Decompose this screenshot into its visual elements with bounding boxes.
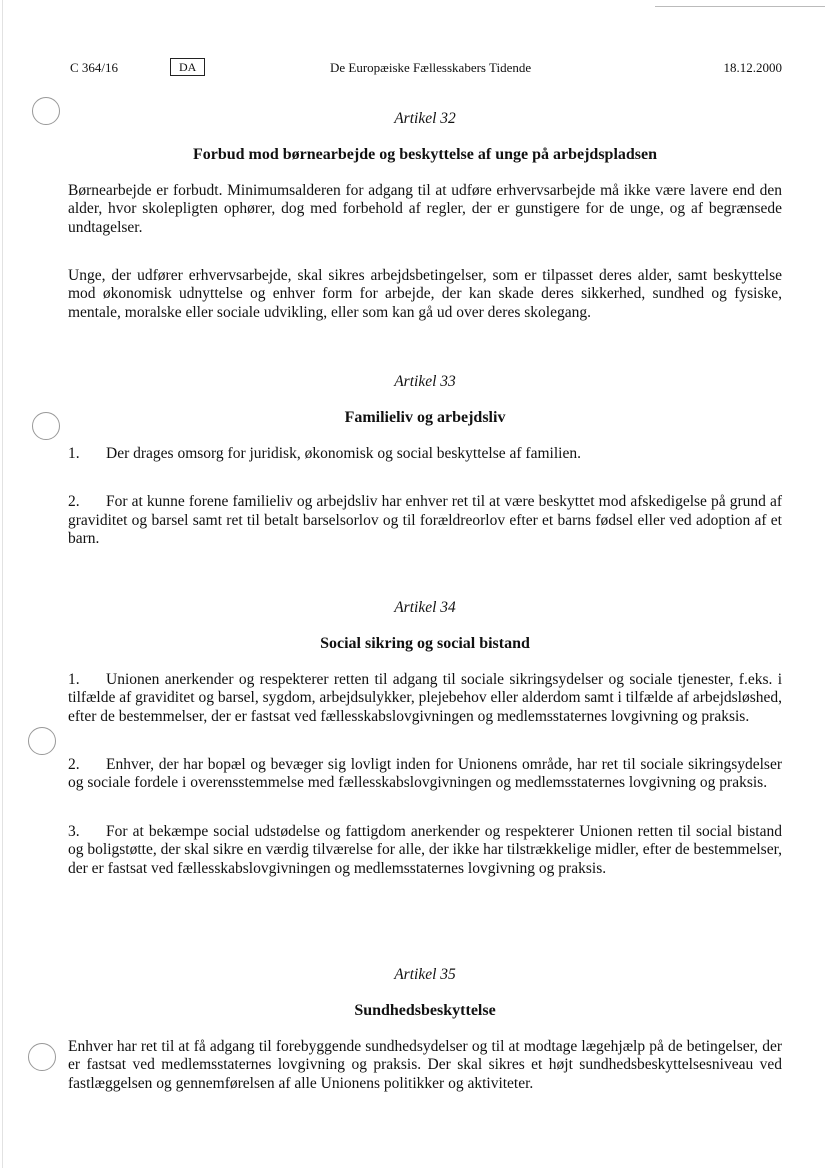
article-title: Forbud mod børnearbejde og beskyttelse af unge på arbejdspladsen — [192, 146, 658, 164]
article-35 — [68, 966, 782, 1093]
paragraph: Unge, der udfører erhvervsarbejde, skal sikres arbejdsbetingelser, som er tilpasset deres alder, samt beskyttelse mod økonomisk udnyttelse og enhver form for arbejde, der kan skade deres sikkerhed, sundhed og fysiske, mentale, moralske eller sociale udvikling, eller som kan gå ud over deres skolegang. — [68, 267, 782, 321]
punch-hole — [32, 97, 60, 125]
paragraph-number: 2. — [68, 756, 80, 774]
top-rule — [655, 6, 825, 7]
paragraph-number: 1. — [68, 444, 80, 462]
article-number: Artikel 34 — [394, 599, 456, 616]
journal-reference: C 364/16 — [70, 60, 119, 75]
page-header — [70, 58, 782, 78]
binder-edge — [2, 0, 3, 1168]
punch-hole — [28, 727, 56, 755]
numbered-paragraph — [68, 493, 782, 548]
article-title: Sundhedsbeskyttelse — [354, 1002, 496, 1020]
article-32 — [68, 110, 782, 322]
numbered-paragraph — [68, 445, 782, 463]
paragraph-number: 1. — [68, 670, 80, 688]
paragraph-text: For at bekæmpe social udstødelse og fattigdom anerkender og respekterer Unionen retten til social bistand og boligstøtte, der skal sikre en værdig tilværelse for alle, der ikke har tilstrækkelige midler, efter de bestemmelser, der er fastsat ved fællesskabslovgivningen og medlemsstaternes lovgivning og praksis. — [68, 822, 782, 877]
paragraph-text: Der drages omsorg for juridisk, økonomisk og social beskyttelse af familien. — [106, 444, 581, 462]
language-badge: DA — [170, 58, 205, 76]
article-number: Artikel 32 — [394, 110, 456, 127]
article-title: Social sikring og social bistand — [320, 635, 530, 653]
article-number: Artikel 35 — [394, 966, 456, 983]
paragraph-number: 3. — [68, 822, 80, 840]
article-34 — [68, 599, 782, 878]
paragraph-text: Unionen anerkender og respekterer retten til adgang til sociale sikringsydelser og sociale tjenester, f.eks. i tilfælde af graviditet og barsel, sygdom, arbejdsulykker, plejebehov eller alderdom samt i tilfælde af arbejdsløshed, efter de bestemmelser, der er fastsat ved fællesskabslovgivningen og medlemsstaternes lovgivning og praksis. — [68, 670, 782, 725]
numbered-paragraph — [68, 671, 782, 726]
punch-hole — [32, 412, 60, 440]
article-number: Artikel 33 — [394, 373, 456, 390]
numbered-paragraph — [68, 823, 782, 878]
paragraph-text: For at kunne forene familieliv og arbejdsliv har enhver ret til at være beskyttet mod afskedigelse på grund af graviditet og barsel samt ret til betalt barselsorlov og til forældreorlov efter et barns fødsel eller ved adoption af et barn. — [68, 493, 782, 548]
paragraph-number: 2. — [68, 493, 80, 511]
journal-title: De Europæiske Fællesskabers Tidende — [330, 60, 532, 75]
numbered-paragraph — [68, 756, 782, 793]
publication-date: 18.12.2000 — [723, 60, 782, 75]
article-33 — [68, 373, 782, 548]
paragraph-text: Enhver, der har bopæl og bevæger sig lovligt inden for Unionens område, har ret til sociale sikringsydelser og sociale fordele i overensstemmelse med fællesskabslovgivningen og medlemsstaternes lovgivning og praksis. — [68, 756, 782, 792]
paragraph: Børnearbejde er forbudt. Minimumsalderen for adgang til at udføre erhvervsarbejde må ikke være lavere end den alder, hvor skolepligten ophører, dog med forbehold af regler, der er gunstigere for de unge, og af begrænsede undtagelser. — [68, 181, 782, 236]
article-title: Familieliv og arbejdsliv — [344, 409, 506, 427]
paragraph: Enhver har ret til at få adgang til forebyggende sundhedsydelser og til at modtage lægehjælp på de betingelser, der er fastsat ved medlemsstaternes lovgivning og praksis. Der skal sikres et højt sundhedsbeskyttelsesniveau ved fastlæggelsen og gennemførelsen af alle Unionens politikker og aktiviteter. — [68, 1037, 782, 1092]
punch-hole — [28, 1043, 56, 1071]
